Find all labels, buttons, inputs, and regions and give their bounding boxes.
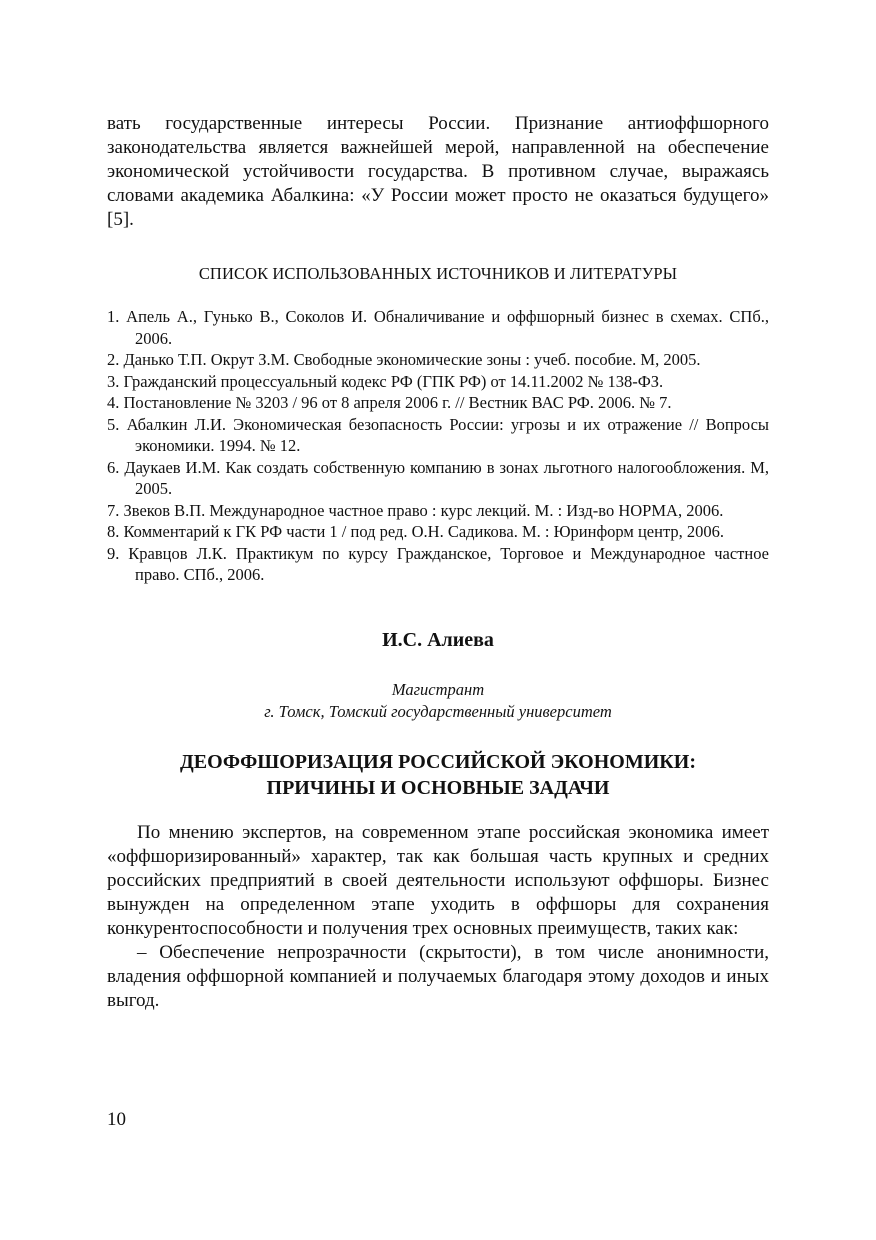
reference-item: 5. Абалкин Л.И. Экономическая безопасность России: угрозы и их отражение // Вопросы экономики. 1994. № 12. bbox=[107, 414, 769, 455]
article-paragraph-1: По мнению экспертов, на современном этапе российская экономика имеет «оффшоризированный» характер, так как большая часть крупных и средних российских предприятий в своей деятельности используют оффшоры. Бизнес вынужден на определенном этапе уходить в оффшоры для сохранения конкурентоспособности и получения трех основных преимуществ, таких как: bbox=[107, 821, 769, 939]
page-content bbox=[107, 112, 769, 1013]
reference-item: 7. Звеков В.П. Международное частное право : курс лекций. М. : Изд-во НОРМА, 2006. bbox=[107, 500, 724, 520]
reference-item: 9. Кравцов Л.К. Практикум по курсу Гражданское, Торговое и Международное частное право. СПб., 2006. bbox=[107, 543, 769, 584]
references-heading: СПИСОК ИСПОЛЬЗОВАННЫХ ИСТОЧНИКОВ И ЛИТЕРАТУРЫ bbox=[198, 264, 678, 283]
intro-paragraph: вать государственные интересы России. Признание антиоффшорного законодательства является важнейшей мерой, направленной на обеспечение экономической устойчивости государства. В противном случае, выражаясь словами академика Абалкина: «У России может просто не оказаться будущего» [5]. bbox=[107, 113, 769, 230]
article-title bbox=[107, 749, 769, 801]
reference-item: 4. Постановление № 3203 / 96 от 8 апреля 2006 г. // Вестник ВАС РФ. 2006. № 7. bbox=[107, 393, 672, 412]
article-paragraph-2: – Обеспечение непрозрачности (скрытости), в том числе анонимности, владения оффшорной компанией и получаемых благодаря этому доходов и иных выгод. bbox=[107, 941, 769, 1011]
author-position: Магистрант bbox=[391, 679, 485, 699]
author-affiliation: г. Томск, Томский государственный университет bbox=[264, 701, 612, 721]
references-list bbox=[107, 306, 769, 586]
reference-item: 1. Апель А., Гунько В., Соколов И. Обналичивание и оффшорный бизнес в схемах. СПб., 2006. bbox=[107, 307, 769, 348]
page-number: 10 bbox=[107, 1109, 126, 1130]
reference-item: 2. Данько Т.П. Окрут З.М. Свободные экономические зоны : учеб. пособие. М, 2005. bbox=[107, 350, 701, 369]
article-title-line-1: ДЕОФФШОРИЗАЦИЯ РОССИЙСКОЙ ЭКОНОМИКИ: bbox=[180, 750, 696, 773]
reference-item: 6. Даукаев И.М. Как создать собственную компанию в зонах льготного налогообложения. М, 2005. bbox=[107, 457, 769, 498]
article-title-line-2: ПРИЧИНЫ И ОСНОВНЫЕ ЗАДАЧИ bbox=[266, 776, 610, 799]
article-author: И.С. Алиева bbox=[382, 628, 494, 651]
reference-item: 3. Гражданский процессуальный кодекс РФ (ГПК РФ) от 14.11.2002 № 138-ФЗ. bbox=[107, 371, 664, 391]
reference-item: 8. Комментарий к ГК РФ части 1 / под ред. О.Н. Садикова. М. : Юринформ центр, 2006. bbox=[107, 522, 724, 541]
